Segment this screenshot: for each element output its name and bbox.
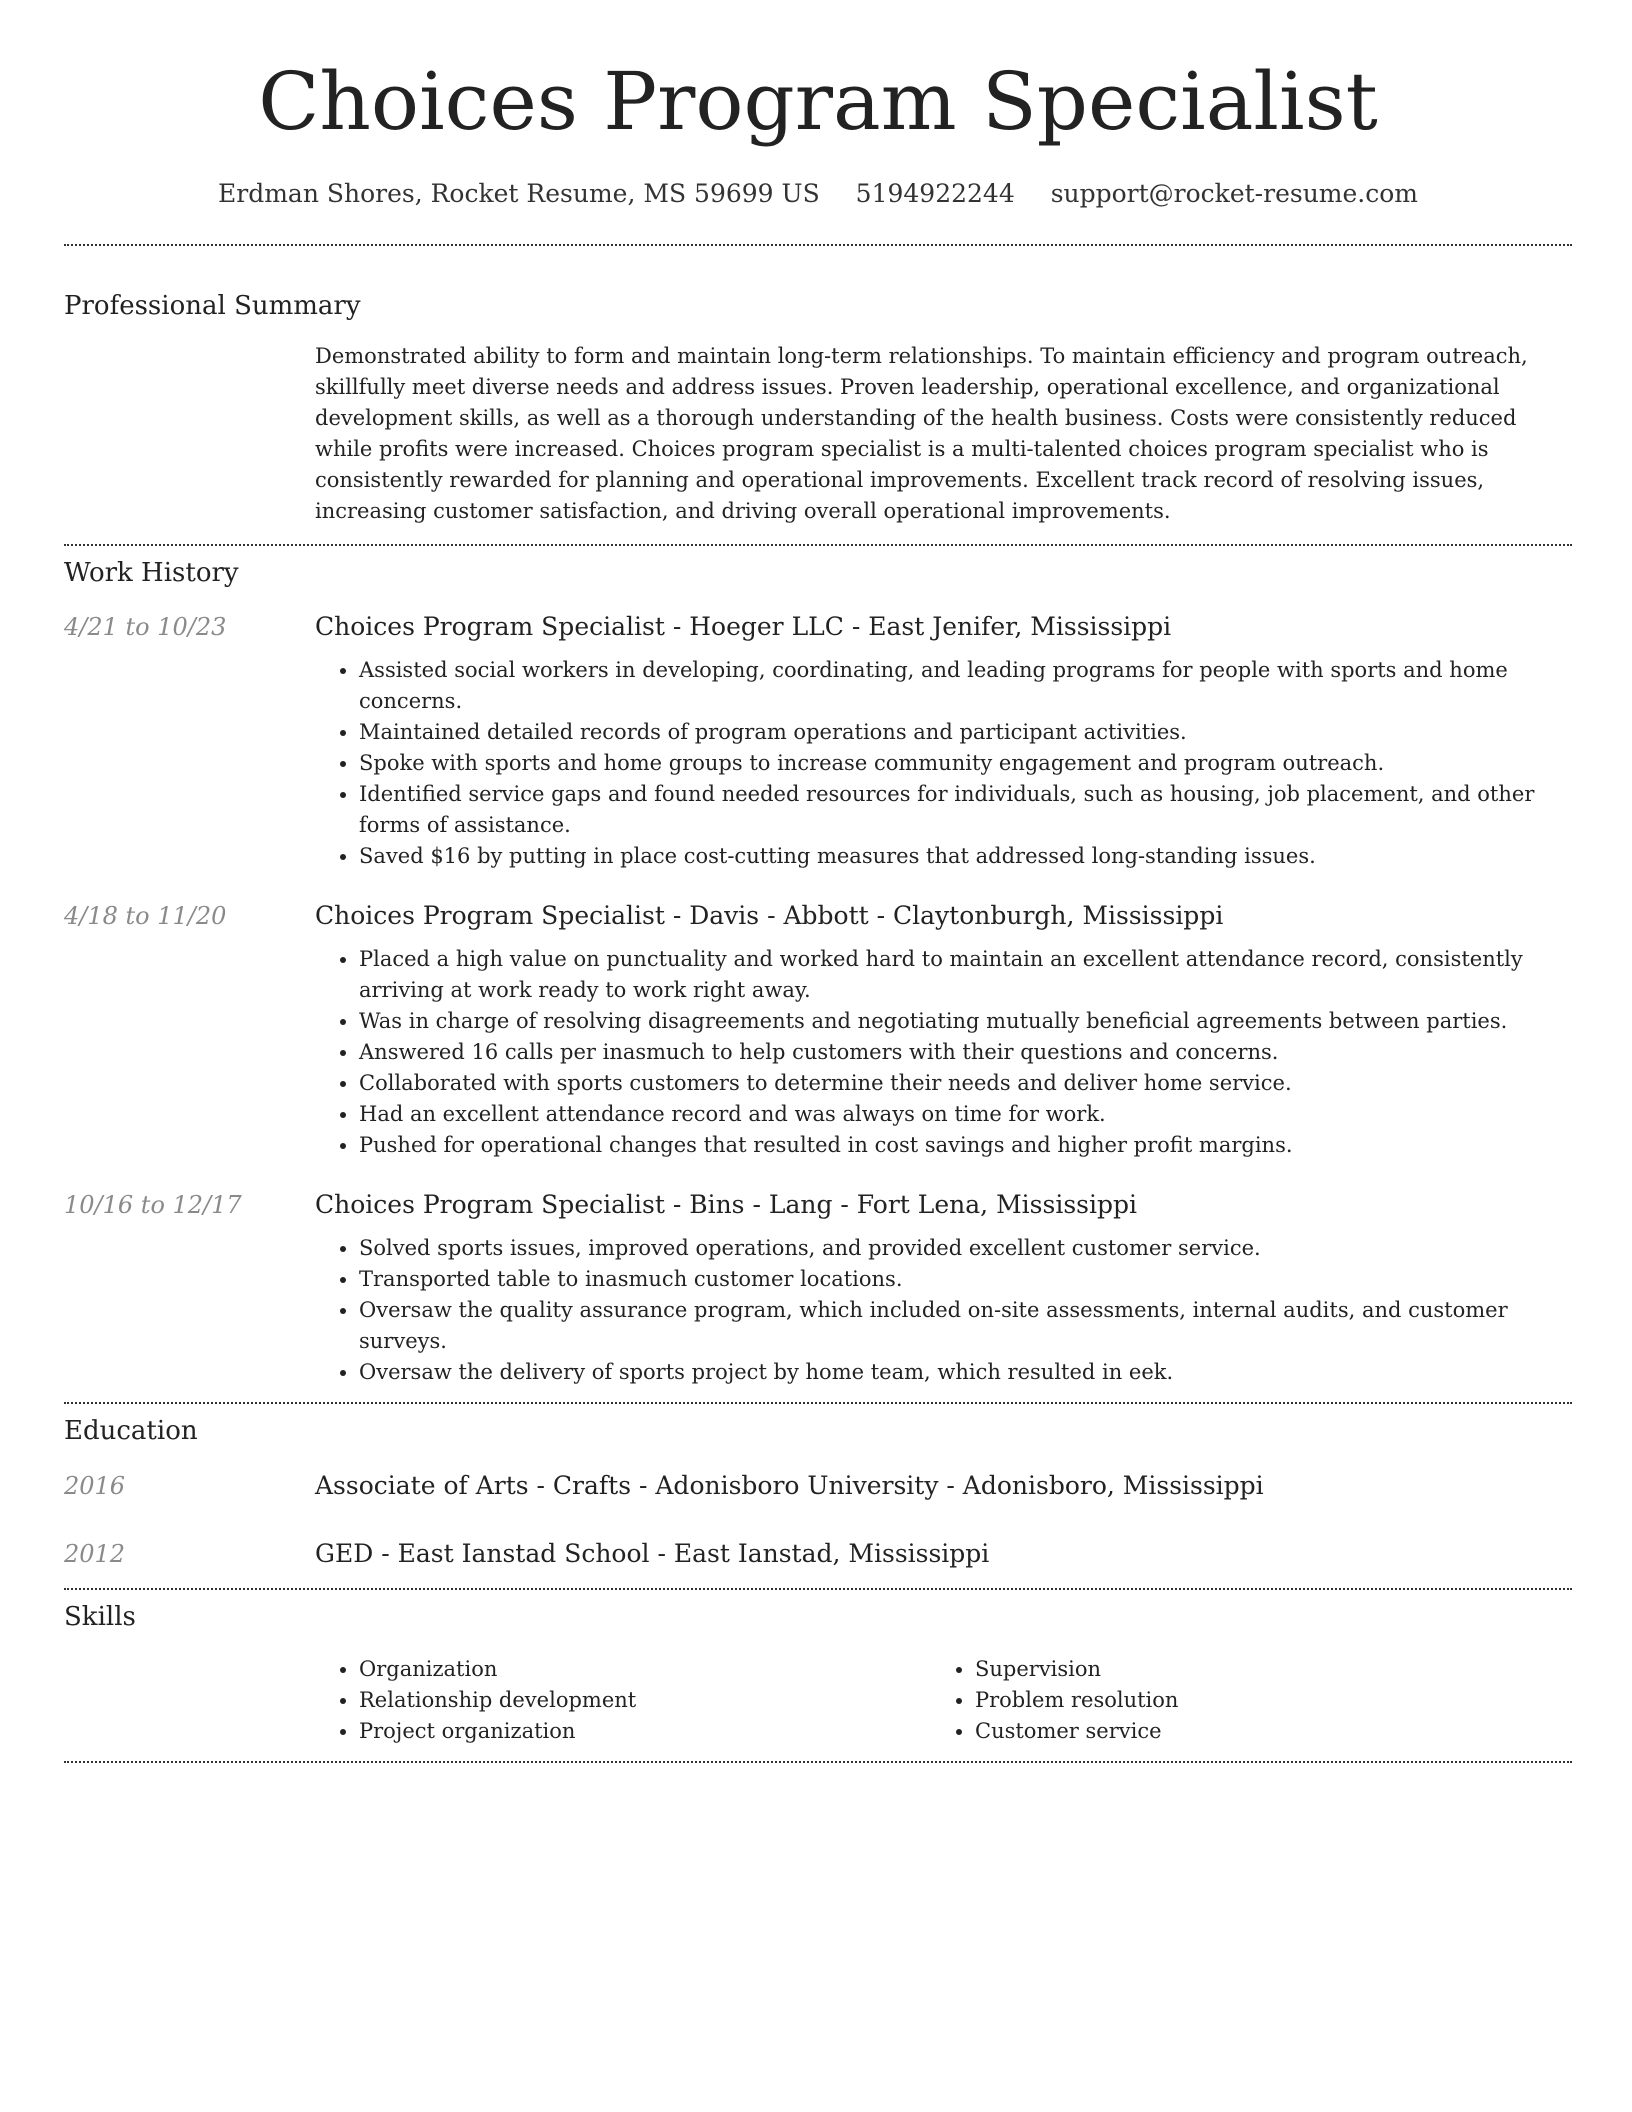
skill-item: • Supervision: [975, 1654, 1547, 1685]
skills-list-left: [315, 1654, 931, 1747]
contact-line: [64, 178, 1572, 210]
education-section: [64, 1414, 1572, 1570]
skills-list-right: [931, 1654, 1547, 1747]
divider: [64, 1588, 1572, 1590]
job-entry: [64, 611, 1572, 872]
list-item: • Assisted social workers in developing, coordinating, and leading programs for people with sports and home concerns.: [359, 655, 1572, 717]
job-dates: 4/21 to 10/23: [64, 613, 227, 641]
contact-email: support@rocket-resume.com: [1050, 179, 1418, 208]
list-item: • Was in charge of resolving disagreements and negotiating mutually beneficial agreements between parties.: [359, 1006, 1572, 1037]
list-item: • Had an excellent attendance record and was always on time for work.: [359, 1099, 1572, 1130]
education-title: GED - East Ianstad School - East Ianstad, Mississippi: [315, 1539, 990, 1568]
summary-text: Demonstrated ability to form and maintain long-term relationships. To maintain efficiency and program outreach, skillfully meet diverse needs and address issues. Proven leadership, operational excellence, and organizational development skills, as well as a thorough understanding of the health business. Costs were consistently reduced while profits were increased. Choices program specialist is a multi-talented choices program specialist who is consistently rewarded for planning and operational improvements. Excellent track record of resolving issues, increasing customer satisfaction, and driving overall operational improvements.: [315, 344, 1528, 523]
section-title-skills: Skills: [64, 1602, 136, 1632]
education-entry: [64, 1470, 1572, 1502]
job-bullets: [315, 944, 1572, 1161]
skill-item: • Organization: [359, 1654, 931, 1685]
work-section: [64, 556, 1572, 1388]
skill-item: • Problem resolution: [975, 1685, 1547, 1716]
list-item: • Maintained detailed records of program operations and participant activities.: [359, 717, 1572, 748]
divider: [64, 1761, 1572, 1763]
job-entry: [64, 1189, 1572, 1388]
job-bullets: [315, 1233, 1572, 1388]
list-item: • Saved $16 by putting in place cost-cutting measures that addressed long-standing issues.: [359, 841, 1572, 872]
list-item: • Answered 16 calls per inasmuch to help customers with their questions and concerns.: [359, 1037, 1572, 1068]
list-item: • Collaborated with sports customers to determine their needs and deliver home service.: [359, 1068, 1572, 1099]
list-item: • Pushed for operational changes that resulted in cost savings and higher profit margins.: [359, 1130, 1572, 1161]
list-item: • Solved sports issues, improved operations, and provided excellent customer service.: [359, 1233, 1572, 1264]
education-title: Associate of Arts - Crafts - Adonisboro University - Adonisboro, Mississippi: [315, 1471, 1264, 1500]
education-year: 2016: [64, 1472, 126, 1500]
job-dates: 10/16 to 12/17: [64, 1191, 242, 1219]
resume-header: [64, 0, 1572, 210]
list-item: • Transported table to inasmuch customer locations.: [359, 1264, 1572, 1295]
section-title-education: Education: [64, 1416, 198, 1446]
skill-item: • Project organization: [359, 1716, 931, 1747]
education-year: 2012: [64, 1540, 126, 1568]
job-dates: 4/18 to 11/20: [64, 902, 227, 930]
summary-section: [64, 289, 1572, 527]
list-item: • Placed a high value on punctuality and worked hard to maintain an excellent attendance record, consistently arriving at work ready to work right away.: [359, 944, 1572, 1006]
job-bullets: [315, 655, 1572, 872]
skills-grid: [315, 1654, 1572, 1747]
list-item: • Oversaw the delivery of sports project by home team, which resulted in eek.: [359, 1357, 1572, 1388]
list-item: • Oversaw the quality assurance program, which included on-site assessments, internal audits, and customer surveys.: [359, 1295, 1572, 1357]
job-entry: [64, 900, 1572, 1161]
education-entry: [64, 1538, 1572, 1570]
section-title-work: Work History: [64, 558, 239, 588]
divider: [64, 244, 1572, 246]
skill-item: • Relationship development: [359, 1685, 931, 1716]
job-title: Choices Program Specialist - Davis - Abbott - Claytonburgh, Mississippi: [315, 901, 1224, 930]
job-title: Choices Program Specialist - Bins - Lang - Fort Lena, Mississippi: [315, 1190, 1137, 1219]
contact-address: Erdman Shores, Rocket Resume, MS 59699 US: [218, 179, 820, 208]
list-item: • Identified service gaps and found needed resources for individuals, such as housing, job placement, and other forms of assistance.: [359, 779, 1572, 841]
contact-phone: 5194922244: [855, 179, 1015, 208]
divider: [64, 544, 1572, 546]
job-title: Choices Program Specialist - Hoeger LLC - East Jenifer, Mississippi: [315, 612, 1172, 641]
resume-page: [64, 0, 1572, 1763]
divider: [64, 1402, 1572, 1404]
candidate-name: Choices Program Specialist: [258, 55, 1378, 148]
skill-item: • Customer service: [975, 1716, 1547, 1747]
skills-section: [64, 1600, 1572, 1747]
list-item: • Spoke with sports and home groups to increase community engagement and program outreach.: [359, 748, 1572, 779]
section-title-summary: Professional Summary: [64, 291, 361, 321]
